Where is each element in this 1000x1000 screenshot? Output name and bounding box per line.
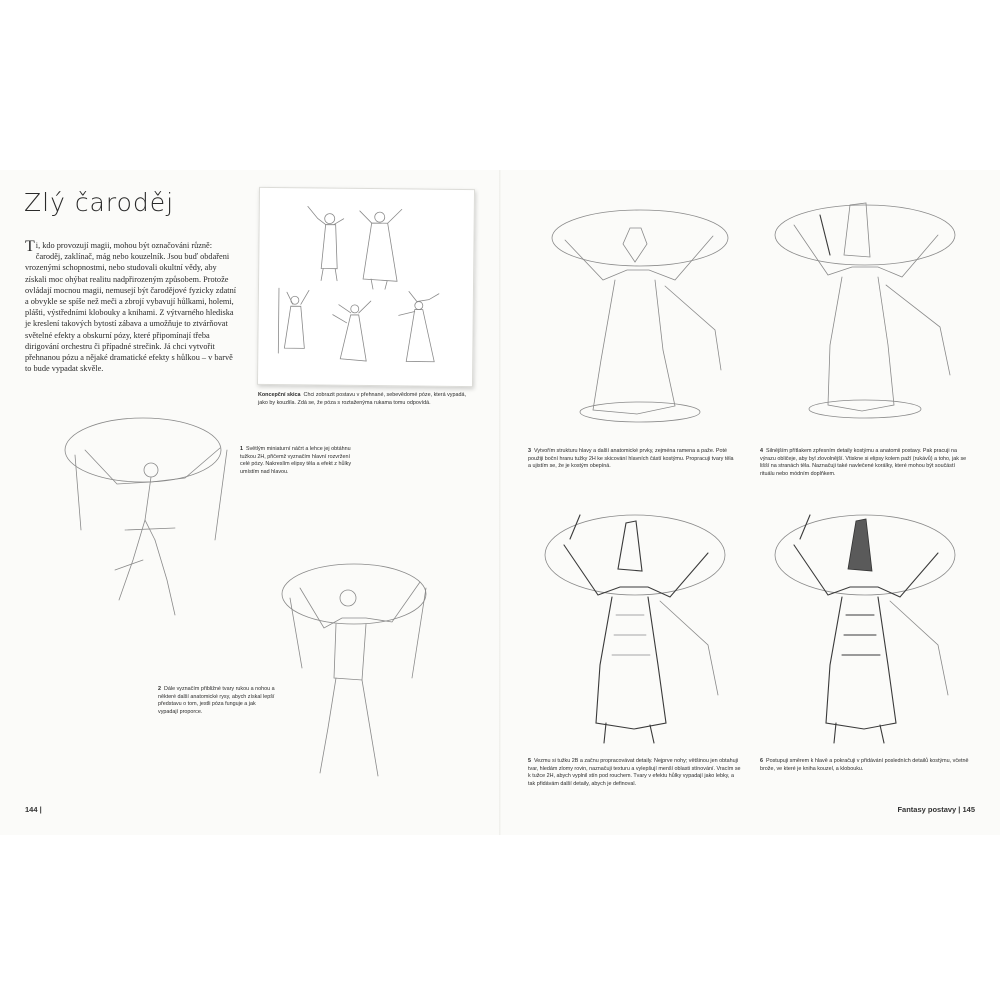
concept-caption-text: Chci zobrazit postavu v přehnané, sebevědomé póze, která vypadá, jako by kouzlila. Zdá se, že póza s roztaženýma rukama tomu odpovídá.: [258, 392, 466, 406]
step5-number: 5: [528, 758, 531, 764]
step3-number: 3: [528, 448, 531, 454]
step2-sketch: [280, 558, 430, 783]
step6-number: 6: [760, 758, 763, 764]
step5-text: Vezmu si tužku 2B a začnu propracovávat detaily. Nejprve nohy; většinou jen obtahuji tvar, hledám zlomy rovin, naznačuji texturu a vylepšují menší oblasti stínování. Vracím se k tužce 2H, abych vyplnil stín pod rouchem. Tvary v efektu hůlky vypadají jako lebky, a tak přidávám další detaily, abych je definoval.: [528, 758, 741, 787]
page-gutter: [499, 170, 501, 835]
step3-caption: [528, 448, 738, 471]
step6-sketch: [770, 505, 960, 750]
step5-caption: [528, 758, 742, 788]
right-folio: Fantasy postavy | 145: [897, 805, 975, 814]
concept-sketches-illustration: [258, 188, 474, 386]
step5-sketch: [540, 505, 730, 750]
step2-number: 2: [158, 686, 161, 692]
step3-sketch: [545, 200, 735, 425]
step1-sketch: [55, 410, 230, 620]
page-title: Zlý čaroděj: [24, 188, 175, 217]
concept-caption: [258, 392, 470, 407]
concept-caption-heading: Koncepční skica: [258, 392, 301, 398]
left-folio: 144 |: [25, 805, 42, 814]
step1-caption: [240, 446, 358, 476]
step6-caption: [760, 758, 974, 773]
step4-number: 4: [760, 448, 763, 454]
step3-text: Vytvořím strukturu hlavy a další anatomické prvky, zejména ramena a paže. Poté použiji boční hranu tužky 2H ke skicování hlavních částí kostýmu. Propracuji tvary těla a ujistím se, že je kostým obepíná.: [528, 448, 734, 470]
intro-paragraph: Ti, kdo provozují magii, mohou být označováni různě: čaroděj, zaklínač, mág nebo kouzelník. Jsou buď obdařeni vrozenými schopnostmi, nebo studovali okultní vědy, aby získali moc ohýbat realitu nadpřirozeným způsobem. Protože ovládají mocnou magii, nemusejí být čarodějové fyzicky zdatní a obvykle se spíše než meči a zbrojí vybavují hůlkami, holemi, plášti, výstředními klobouky a knihami. Z výtvarného hlediska je kreslení takových bytostí zábava a umožňuje to ztvárňovat světelné efekty a obskurní pózy, které připomínají třeba dirigování orchestru či případné strečink. Já chci vytvořit přehnanou pózu a nějaké dramatické efekty s hůlkou – v barvě to bude vypadat skvěle.: [25, 238, 237, 374]
step4-text: Silnějším přítlakem zpřesním detaily kostýmu a anatomii postavy. Pak pracuji na výrazu obličeje, aby byl zlovolnější. Vtiskne si elipsy kolem paží (rukávů) a toho, jak se lišší na stranách těla. Naznačuji také navlečené korálky, které mohou být součástí rituálu nebo módním doplňkem.: [760, 448, 967, 477]
step2-caption: [158, 686, 276, 716]
step6-text: Postupuji směrem k hlavě a pokračuji v přidávání posledních detailů kostýmu, včetně brože, ve které je kniha kouzel, a klobouku.: [760, 758, 969, 772]
concept-sketch-sheet: [257, 187, 475, 387]
step1-number: 1: [240, 446, 243, 452]
step4-sketch: [770, 195, 960, 425]
step1-text: Světlým miniaturní náčrt a lehce jej obtáhnu tužkou 2H, přičemž vyznačím hlavní rozvržení celé pózy. Nakreslím elipsy těla a efekt z hůlky umístím nad hlavou.: [240, 446, 352, 475]
step4-caption: [760, 448, 970, 478]
step2-text: Dále vyznačím přibližné tvary rukou a nohou a některé další anatomické rysy, abych získal lepší představu o tom, jestli póza funguje a jak vypadají proporce.: [158, 686, 275, 715]
